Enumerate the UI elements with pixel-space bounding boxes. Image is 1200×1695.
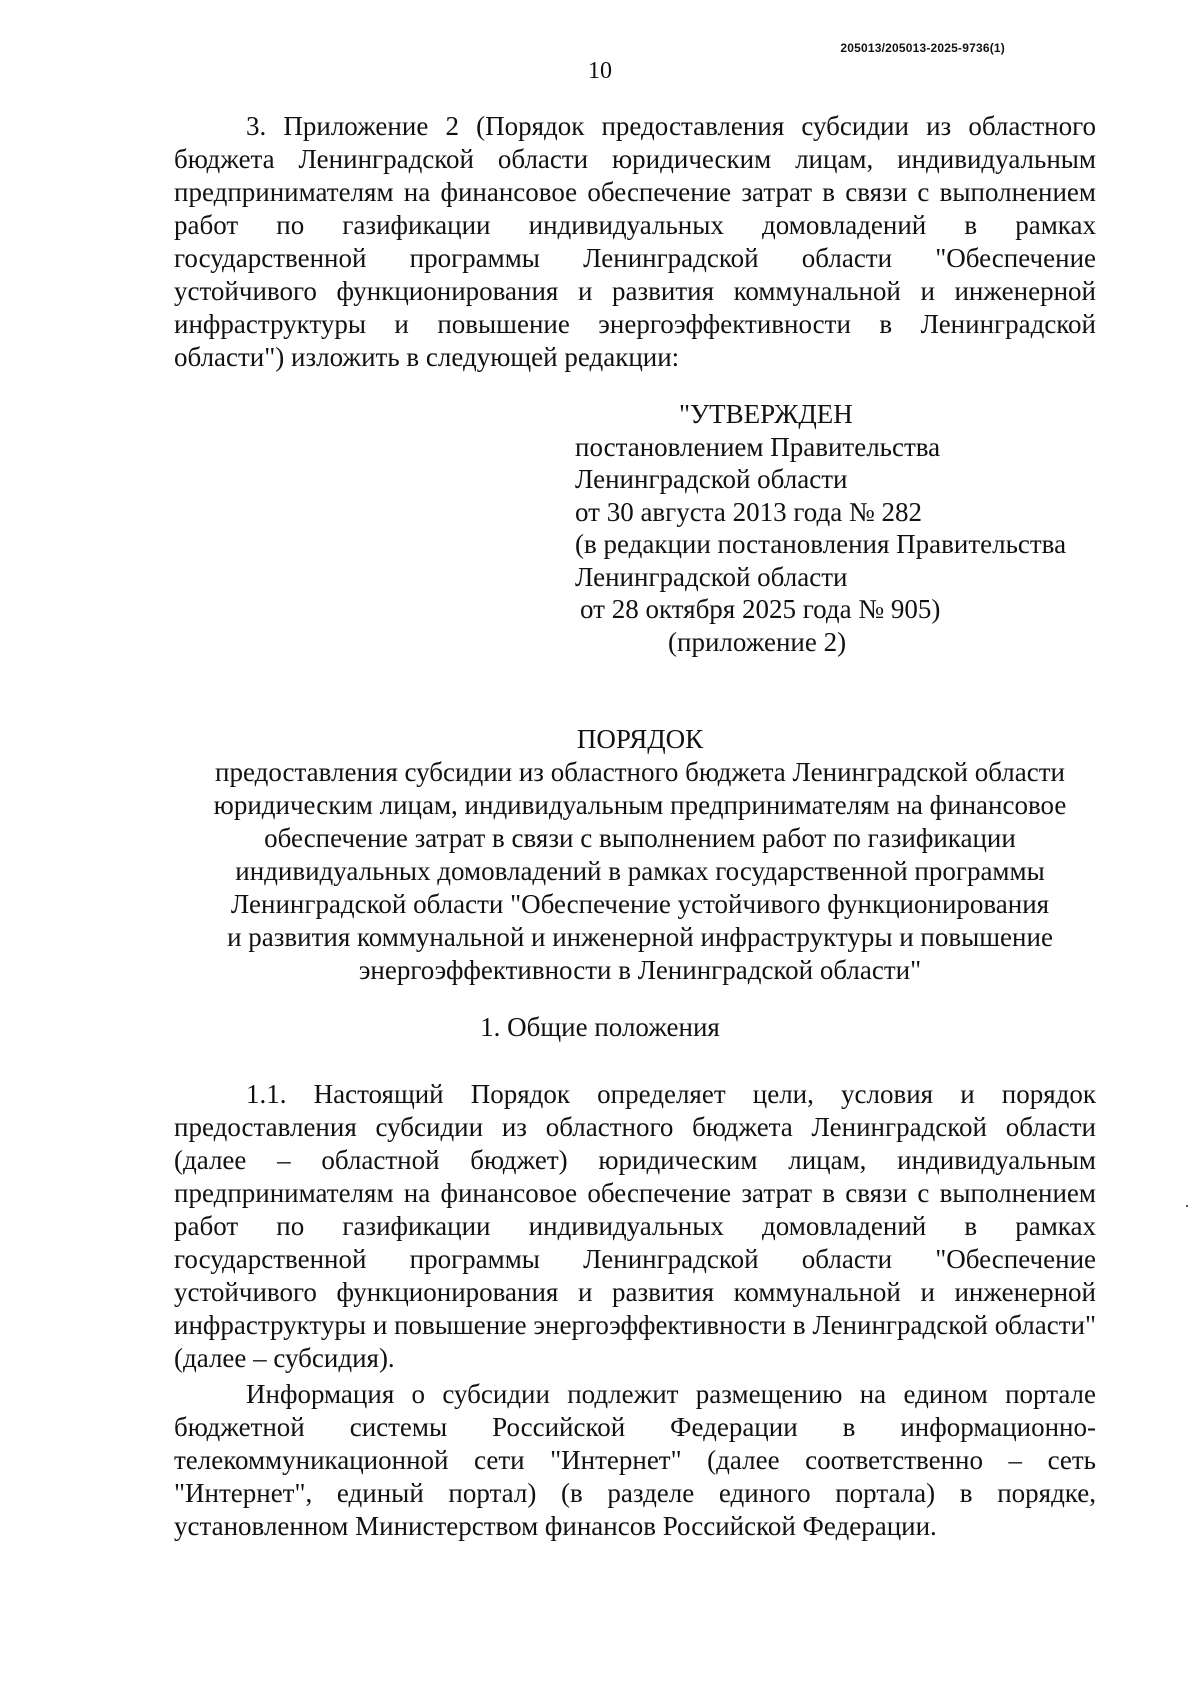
document-subtitle-line: обеспечение затрат в связи с выполнением работ по газификации: [264, 823, 1016, 853]
section-heading: 1. Общие положения: [480, 1012, 720, 1042]
approval-line: от 28 октября 2025 года № 905): [580, 594, 941, 624]
document-subtitle-line: юридическим лицам, индивидуальным предпринимателям на финансовое: [213, 790, 1067, 820]
page-number: 10: [588, 58, 612, 84]
document-subtitle-line: Ленинградской области "Обеспечение устойчивого функционирования: [230, 889, 1050, 919]
document-subtitle-line: энергоэффективности в Ленинградской области": [358, 955, 922, 985]
approval-annex-note: (приложение 2): [668, 626, 847, 657]
document-registration-number: 205013/205013-2025-9736(1): [840, 41, 1005, 55]
document-subtitle-line: предоставления субсидии из областного бюджета Ленинградской области: [215, 757, 1065, 787]
approval-line: Ленинградской области: [575, 464, 848, 494]
document-title: ПОРЯДОК: [576, 724, 704, 754]
approval-line: постановлением Правительства: [575, 431, 941, 462]
section-paragraph-1-1: 1.1. Настоящий Порядок определяет цели, условия и порядок предоставления субсидии из областного бюджета Ленинградской области (далее – областной бюджет) юридическим лицам, индивидуальным предпринимателям на финансовое обеспечение затрат в связи с выполнением работ по газификации индивидуальных домовладений в рамках государственной программы Ленинградской области "Обеспечение устойчивого функционирования и развития коммунальной и инженерной инфраструктуры и повышение энергоэффективности в Ленинградской области" (далее – субсидия).: [174, 1079, 1096, 1373]
document-subtitle-line: и развития коммунальной и инженерной инфраструктуры и повышение: [227, 922, 1053, 952]
document-title-block: [160, 723, 1120, 987]
approval-line: от 30 августа 2013 года № 282: [575, 496, 922, 527]
approval-stamp-block: [575, 398, 1115, 658]
intro-paragraph: 3. Приложение 2 (Порядок предоставления субсидии из областного бюджета Ленинградской области юридическим лицам, индивидуальным предпринимателям на финансовое обеспечение затрат в связи с выполнением работ по газификации индивидуальных домовладений в рамках государственной программы Ленинградской области "Обеспечение устойчивого функционирования и развития коммунальной и инженерной инфраструктуры и повышение энергоэффективности в Ленинградской области") изложить в следующей редакции:: [174, 111, 1096, 372]
margin-dot: [1186, 1205, 1188, 1207]
approval-line: Ленинградской области: [575, 561, 848, 592]
approval-heading: "УТВЕРЖДЕН: [679, 399, 853, 429]
approval-line: (в редакции постановления Правительства: [575, 529, 1067, 559]
section-paragraph-info: Информация о субсидии подлежит размещению на едином портале бюджетной системы Российской Федерации в информационно-телекоммуникационной сети "Интернет" (далее соответственно – сеть "Интернет", единый портал) (в разделе единого портала) в порядке, установленном Министерством финансов Российской Федерации.: [174, 1379, 1096, 1541]
document-subtitle-line: индивидуальных домовладений в рамках государственной программы: [235, 856, 1045, 886]
